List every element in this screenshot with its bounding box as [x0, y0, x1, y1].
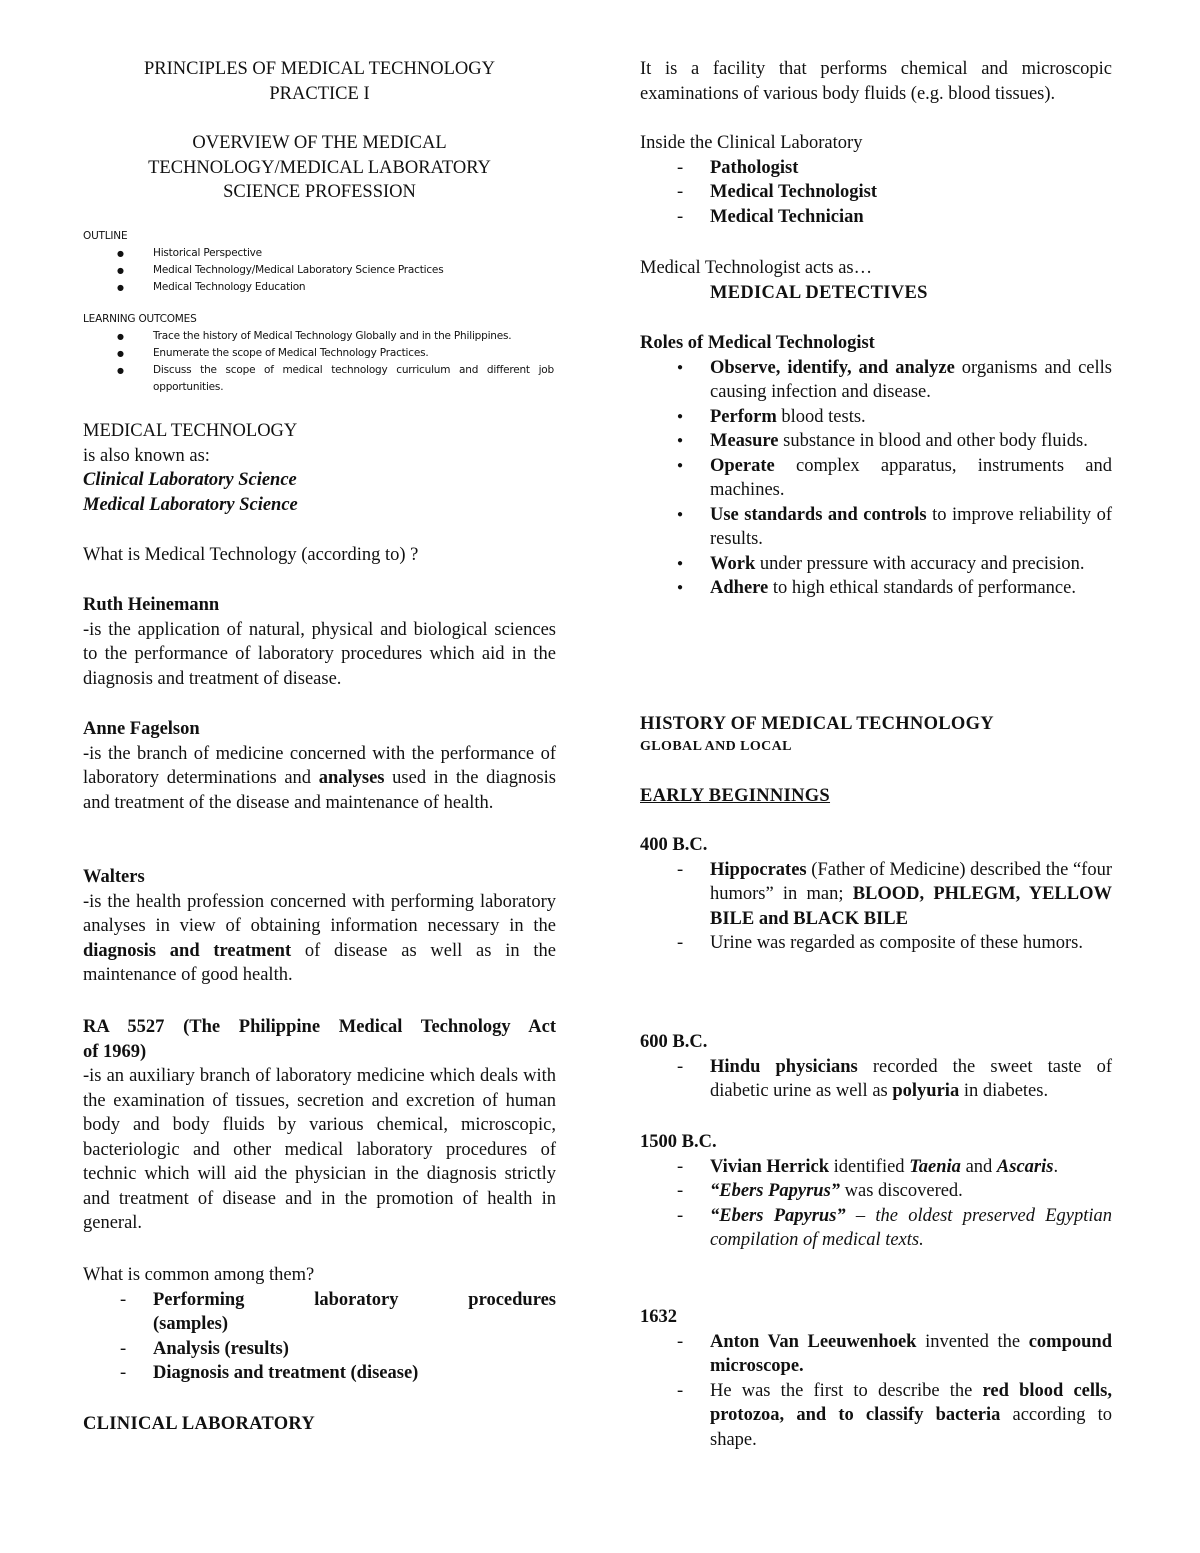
- definition-heinemann: Ruth Heinemann -is the application of natural, physical and biological sciences to the performance of laboratory procedures which aid in the diagnosis and treatment of disease.: [83, 595, 556, 689]
- common-list: [83, 1288, 556, 1386]
- list-item: ● Adhere to high ethical standards of performance.: [640, 576, 1112, 601]
- author-name: RA 5527 (The Philippine Medical Technology Act: [83, 1017, 556, 1037]
- history-heading-block: [640, 712, 1112, 757]
- definition-ra5527: RA 5527 (The Philippine Medical Technology Act of 1969) -is an auxiliary branch of laboratory medicine which deals with the examination of tissues, secretion and excretion of human body and body fluids by various chemical, microscopic, bacteriologic and other medical laboratory procedures of technic which will aid the physician in the diagnosis strictly and treatment of disease and in the promotion of health in general.: [83, 1017, 556, 1233]
- roles-heading: Roles of Medical Technologist: [640, 333, 875, 353]
- inside-lab: Inside the Clinical Laboratory - Pathologist - Medical Technologist - Medical Technician: [640, 131, 1112, 229]
- timeline-1632: [640, 1305, 1112, 1452]
- list-item: ● Use standards and controls to improve reliability of results.: [640, 503, 1112, 552]
- list-item: - Hippocrates (Father of Medicine) described the “four humors” in man; BLOOD, PHLEGM, YELLOW BILE and BLACK BILE: [640, 858, 1112, 932]
- list-item: - Analysis (results): [83, 1337, 556, 1362]
- list-item: - “Ebers Papyrus” – the oldest preserved Egyptian compilation of medical texts.: [640, 1204, 1112, 1253]
- medtech-heading: MEDICAL TECHNOLOGY: [83, 421, 298, 441]
- list-item: - Pathologist: [640, 156, 1112, 181]
- definition-fagelson: Anne Fagelson -is the branch of medicine concerned with the performance of laboratory determinations and analyses used in the diagnosis and treatment of the disease and maintenance of health.: [83, 719, 556, 813]
- timeline-year: 1500 B.C.: [640, 1132, 717, 1152]
- author-name: Walters: [83, 867, 145, 887]
- timeline-1500bc: [640, 1130, 1112, 1253]
- outcomes-label: LEARNING OUTCOMES: [83, 313, 197, 325]
- aka-name: Clinical Laboratory Science: [83, 470, 297, 490]
- list-item: - Performing laboratory procedures (samples): [83, 1288, 556, 1337]
- roles-list: [640, 356, 1112, 601]
- detectives-label: MEDICAL DETECTIVES: [710, 282, 928, 303]
- overview-title: OVERVIEW OF THE MEDICAL TECHNOLOGY/MEDICAL LABORATORY SCIENCE PROFESSION: [148, 133, 491, 202]
- clinical-lab-text: It is a facility that performs chemical and microscopic examinations of various body fluids (e.g. blood tissues).: [640, 59, 1112, 104]
- what-is-question: What is Medical Technology (according to) ?: [83, 545, 419, 565]
- list-item: - Medical Technician: [640, 205, 1112, 230]
- definition-walters: Walters -is the health profession concerned with performing laboratory analyses in view of obtaining information necessary in the diagnosis and treatment of disease as well as in the maintenance of good health.: [83, 867, 556, 985]
- acts-as: Medical Technologist acts as… MEDICAL DETECTIVES: [640, 256, 1112, 305]
- list-item: ● Discuss the scope of medical technology curriculum and different job opportunities.: [83, 362, 556, 396]
- list-item: - Hindu physicians recorded the sweet taste of diabetic urine as well as polyuria in diabetes.: [640, 1055, 1112, 1104]
- timeline-year: 400 B.C.: [640, 835, 708, 855]
- list-item: ● Historical Perspective: [83, 245, 556, 262]
- author-name: Anne Fagelson: [83, 719, 200, 739]
- list-item: ● Medical Technology Education: [83, 279, 556, 296]
- list-item: ● Medical Technology/Medical Laboratory Science Practices: [83, 262, 556, 279]
- history-heading: HISTORY OF MEDICAL TECHNOLOGY: [640, 714, 994, 734]
- also-known-as: MEDICAL TECHNOLOGY is also known as: Clinical Laboratory Science Medical Laboratory Science: [83, 419, 556, 517]
- list-item: ● Observe, identify, and analyze organisms and cells causing infection and disease.: [640, 356, 1112, 405]
- timeline-400bc: [640, 833, 1112, 956]
- author-name: Ruth Heinemann: [83, 595, 220, 615]
- list-item: - Vivian Herrick identified Taenia and Ascaris.: [640, 1155, 1112, 1180]
- common-section: What is common among them? - Performing laboratory procedures (samples) - Analysis (results) - Diagnosis and treatment (disease): [83, 1263, 556, 1386]
- outline-section: [83, 228, 556, 296]
- list-item: ● Work under pressure with accuracy and precision.: [640, 552, 1112, 577]
- list-item: - He was the first to describe the red blood cells, protozoa, and to classify bacteria according to shape.: [640, 1379, 1112, 1453]
- aka-name: Medical Laboratory Science: [83, 494, 298, 515]
- list-item: - “Ebers Papyrus” was discovered.: [640, 1179, 1112, 1204]
- outline-label: OUTLINE: [83, 230, 128, 242]
- timeline-year: 1632: [640, 1307, 677, 1327]
- list-item: ● Enumerate the scope of Medical Technology Practices.: [83, 345, 556, 362]
- clinical-lab-heading: CLINICAL LABORATORY: [83, 1414, 316, 1434]
- inside-list: [640, 156, 1112, 230]
- document-title: PRINCIPLES OF MEDICAL TECHNOLOGY PRACTICE I: [143, 59, 495, 104]
- list-item: - Anton Van Leeuwenhoek invented the compound microscope.: [640, 1330, 1112, 1379]
- outcomes-list: [83, 328, 556, 396]
- timeline-year: 600 B.C.: [640, 1032, 708, 1052]
- list-item: - Medical Technologist: [640, 180, 1112, 205]
- list-item: - Diagnosis and treatment (disease): [83, 1361, 556, 1386]
- list-item: ● Perform blood tests.: [640, 405, 1112, 430]
- roles-section: [640, 331, 1112, 601]
- list-item: ● Measure substance in blood and other body fluids.: [640, 429, 1112, 454]
- timeline-600bc: [640, 1030, 1112, 1104]
- outcomes-section: [83, 311, 556, 396]
- list-item: - Urine was regarded as composite of these humors.: [640, 931, 1112, 956]
- list-item: ● Trace the history of Medical Technology Globally and in the Philippines.: [83, 328, 556, 345]
- history-subheading: GLOBAL AND LOCAL: [640, 738, 792, 754]
- outline-list: [83, 245, 556, 296]
- list-item: ● Operate complex apparatus, instruments and machines.: [640, 454, 1112, 503]
- early-beginnings-heading: EARLY BEGINNINGS: [640, 786, 831, 806]
